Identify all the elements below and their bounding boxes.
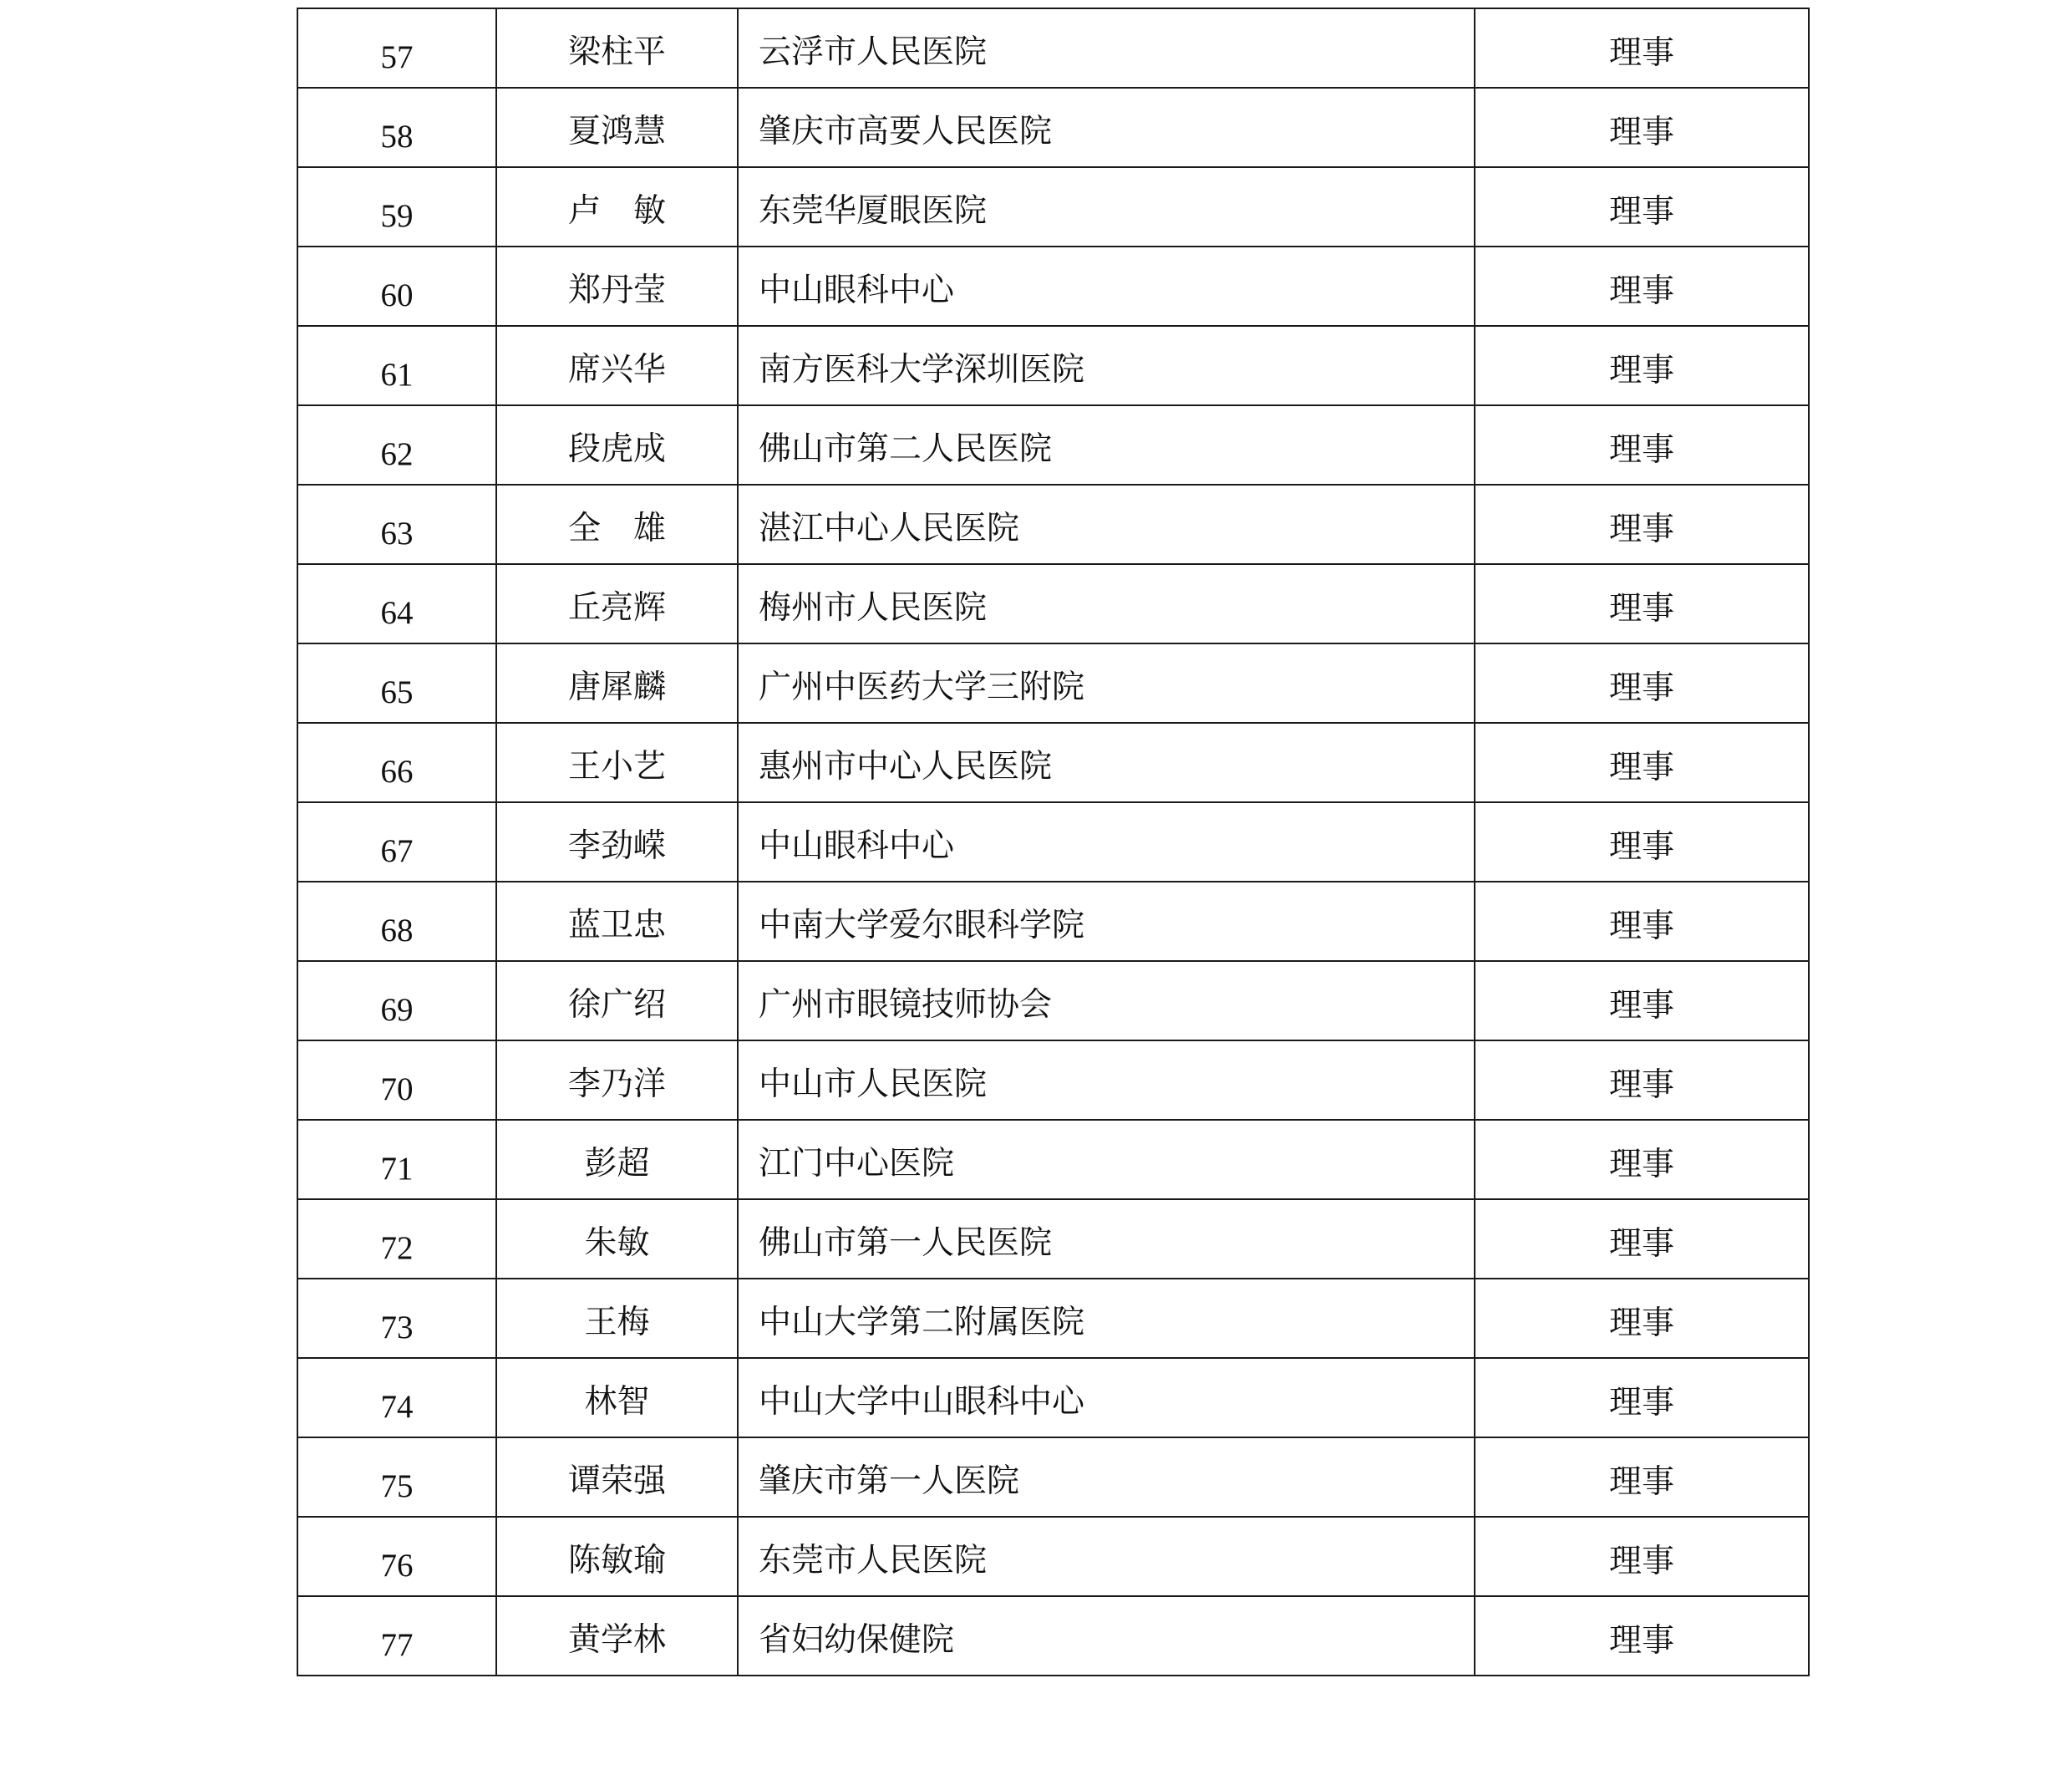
member-name: 王小艺 <box>496 723 738 802</box>
row-number: 62 <box>297 405 496 485</box>
row-number: 59 <box>297 167 496 247</box>
member-name: 黄学林 <box>496 1596 738 1676</box>
member-name: 李乃洋 <box>496 1040 738 1120</box>
member-name: 丘亮辉 <box>496 564 738 643</box>
table-row <box>297 802 1809 882</box>
member-name: 梁柱平 <box>496 8 738 88</box>
table-row <box>297 1120 1809 1199</box>
member-role: 理事 <box>1475 247 1809 326</box>
member-unit: 省妇幼保健院 <box>738 1596 1475 1676</box>
member-role: 理事 <box>1475 167 1809 247</box>
member-unit: 中山眼科中心 <box>738 247 1475 326</box>
row-number: 64 <box>297 564 496 643</box>
member-role: 理事 <box>1475 961 1809 1040</box>
table-row <box>297 88 1809 167</box>
row-number: 68 <box>297 882 496 961</box>
row-number: 72 <box>297 1199 496 1279</box>
member-name: 彭超 <box>496 1120 738 1199</box>
row-number: 61 <box>297 326 496 405</box>
member-unit: 广州市眼镜技师协会 <box>738 961 1475 1040</box>
member-role: 理事 <box>1475 8 1809 88</box>
member-name: 卢 敏 <box>496 167 738 247</box>
table-row <box>297 1199 1809 1279</box>
member-name: 李劲嵘 <box>496 802 738 882</box>
member-role: 理事 <box>1475 405 1809 485</box>
member-unit: 肇庆市高要人民医院 <box>738 88 1475 167</box>
member-name: 王梅 <box>496 1279 738 1358</box>
member-role: 理事 <box>1475 88 1809 167</box>
member-name: 郑丹莹 <box>496 247 738 326</box>
member-name: 陈敏瑜 <box>496 1517 738 1596</box>
table-row <box>297 882 1809 961</box>
member-role: 理事 <box>1475 485 1809 564</box>
member-name: 谭荣强 <box>496 1437 738 1517</box>
row-number: 65 <box>297 643 496 723</box>
row-number: 63 <box>297 485 496 564</box>
member-unit: 湛江中心人民医院 <box>738 485 1475 564</box>
row-number: 73 <box>297 1279 496 1358</box>
table-row <box>297 643 1809 723</box>
table-row <box>297 1596 1809 1676</box>
row-number: 77 <box>297 1596 496 1676</box>
member-role: 理事 <box>1475 326 1809 405</box>
row-number: 60 <box>297 247 496 326</box>
member-name: 席兴华 <box>496 326 738 405</box>
member-name: 段虎成 <box>496 405 738 485</box>
member-unit: 中南大学爱尔眼科学院 <box>738 882 1475 961</box>
member-unit: 江门中心医院 <box>738 1120 1475 1199</box>
member-name: 蓝卫忠 <box>496 882 738 961</box>
member-role: 理事 <box>1475 1596 1809 1676</box>
table-row <box>297 247 1809 326</box>
member-role: 理事 <box>1475 723 1809 802</box>
member-role: 理事 <box>1475 1437 1809 1517</box>
member-unit: 肇庆市第一人医院 <box>738 1437 1475 1517</box>
table-row <box>297 8 1809 88</box>
member-unit: 东莞市人民医院 <box>738 1517 1475 1596</box>
table-row <box>297 405 1809 485</box>
table-row <box>297 564 1809 643</box>
table-row <box>297 1358 1809 1437</box>
row-number: 74 <box>297 1358 496 1437</box>
row-number: 66 <box>297 723 496 802</box>
table-row <box>297 1040 1809 1120</box>
member-unit: 中山眼科中心 <box>738 802 1475 882</box>
table-row <box>297 485 1809 564</box>
member-unit: 中山大学中山眼科中心 <box>738 1358 1475 1437</box>
member-unit: 云浮市人民医院 <box>738 8 1475 88</box>
member-unit: 中山大学第二附属医院 <box>738 1279 1475 1358</box>
member-role: 理事 <box>1475 1040 1809 1120</box>
table-row <box>297 1517 1809 1596</box>
member-name: 唐犀麟 <box>496 643 738 723</box>
member-unit: 梅州市人民医院 <box>738 564 1475 643</box>
member-unit: 东莞华厦眼医院 <box>738 167 1475 247</box>
member-rows <box>297 8 1809 1676</box>
table-row <box>297 167 1809 247</box>
member-unit: 惠州市中心人民医院 <box>738 723 1475 802</box>
member-name: 夏鸿慧 <box>496 88 738 167</box>
table-row <box>297 1279 1809 1358</box>
member-unit: 佛山市第二人民医院 <box>738 405 1475 485</box>
member-role: 理事 <box>1475 1517 1809 1596</box>
row-number: 71 <box>297 1120 496 1199</box>
row-number: 58 <box>297 88 496 167</box>
member-name: 林智 <box>496 1358 738 1437</box>
member-role: 理事 <box>1475 1120 1809 1199</box>
table-row <box>297 326 1809 405</box>
member-role: 理事 <box>1475 1199 1809 1279</box>
row-number: 67 <box>297 802 496 882</box>
table-row <box>297 961 1809 1040</box>
row-number: 70 <box>297 1040 496 1120</box>
table-row <box>297 1437 1809 1517</box>
member-role: 理事 <box>1475 564 1809 643</box>
row-number: 75 <box>297 1437 496 1517</box>
member-role: 理事 <box>1475 643 1809 723</box>
row-number: 57 <box>297 8 496 88</box>
member-role: 理事 <box>1475 802 1809 882</box>
member-unit: 南方医科大学深圳医院 <box>738 326 1475 405</box>
member-role: 理事 <box>1475 1358 1809 1437</box>
member-unit: 广州中医药大学三附院 <box>738 643 1475 723</box>
member-unit: 中山市人民医院 <box>738 1040 1475 1120</box>
member-role: 理事 <box>1475 1279 1809 1358</box>
row-number: 69 <box>297 961 496 1040</box>
member-name: 全 雄 <box>496 485 738 564</box>
member-table <box>297 8 1810 1676</box>
member-unit: 佛山市第一人民医院 <box>738 1199 1475 1279</box>
member-role: 理事 <box>1475 882 1809 961</box>
row-number: 76 <box>297 1517 496 1596</box>
member-name: 徐广绍 <box>496 961 738 1040</box>
table-row <box>297 723 1809 802</box>
member-name: 朱敏 <box>496 1199 738 1279</box>
